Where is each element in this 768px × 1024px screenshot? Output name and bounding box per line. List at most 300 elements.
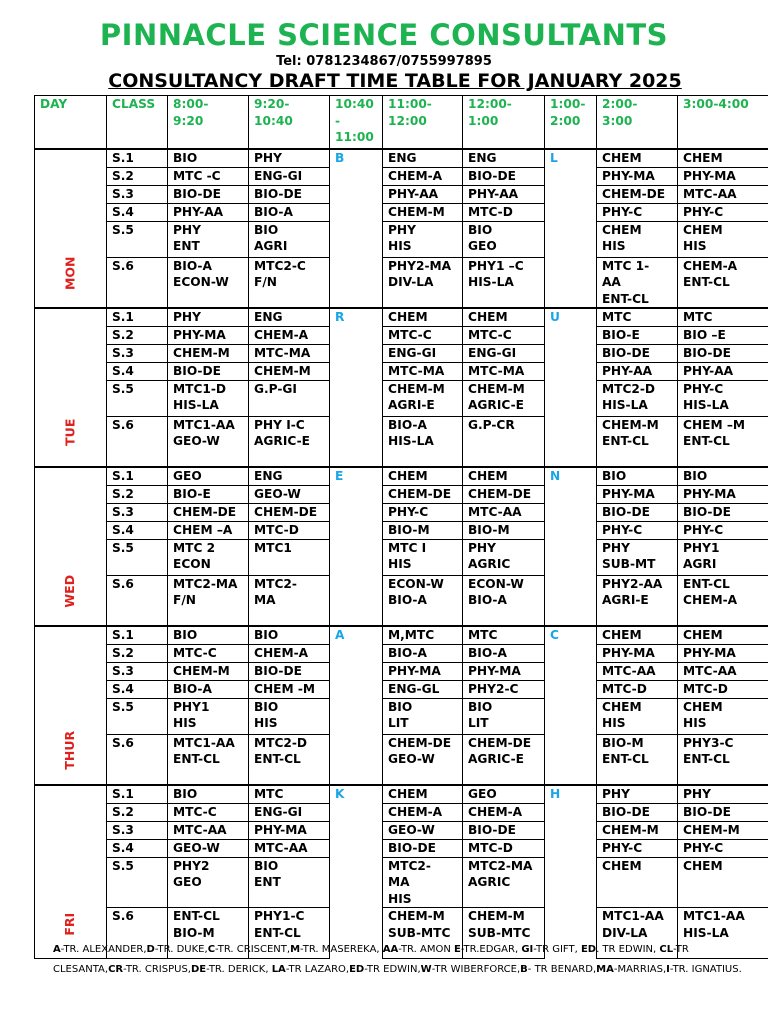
class-cell: S.6 (107, 416, 168, 467)
subject-cell: CHEM-A (249, 644, 330, 662)
subject-cell: MTC2-D ENT-CL (249, 734, 330, 785)
subject-cell: CHEM-M (249, 362, 330, 380)
subject-cell: BIO-DE (383, 839, 463, 857)
legend-code: A (53, 944, 61, 955)
legend-teacher: -TR. CRISPUS, (123, 964, 191, 975)
table-row (35, 521, 768, 539)
lunch-letter (545, 521, 597, 539)
break-letter (330, 680, 383, 698)
subject-cell: PHY-MA (678, 485, 768, 503)
legend-teacher: -TR. DUKE, (154, 944, 208, 955)
lunch-letter (545, 662, 597, 680)
subject-cell: BIO-A (168, 680, 249, 698)
break-letter (330, 698, 383, 734)
subject-cell: PHY-AA (383, 185, 463, 203)
subject-cell: PHY2-AA AGRI-E (597, 575, 678, 626)
column-header: 9:20- 10:40 (249, 96, 330, 150)
subject-cell: MTC-D (678, 680, 768, 698)
class-cell: S.3 (107, 344, 168, 362)
class-cell: S.3 (107, 503, 168, 521)
legend-teacher: -MARRIAS, (613, 964, 667, 975)
subject-cell: MTC 1- AA ENT-CL (597, 257, 678, 308)
subject-cell: MTC-MA (383, 362, 463, 380)
class-cell: S.3 (107, 662, 168, 680)
lunch-letter (545, 221, 597, 257)
subject-cell: CHEM HIS (597, 221, 678, 257)
subject-cell: MTC2-MA AGRIC (463, 857, 545, 908)
table-row (35, 380, 768, 416)
subject-cell: CHEM-M (168, 662, 249, 680)
subject-cell: ENG-GI (383, 344, 463, 362)
subject-cell: MTC-AA (168, 821, 249, 839)
class-cell: S.6 (107, 257, 168, 308)
subject-cell: BIO-DE (678, 503, 768, 521)
subject-cell: MTC1-AA HIS-LA (678, 908, 768, 959)
lunch-letter (545, 698, 597, 734)
subject-cell: CHEM (597, 149, 678, 167)
subject-cell: PHY-MA (463, 662, 545, 680)
break-letter (330, 344, 383, 362)
table-row (35, 167, 768, 185)
table-row (35, 308, 768, 326)
subject-cell: MTC2-MA F/N (168, 575, 249, 626)
subject-cell: PHY-MA (383, 662, 463, 680)
subject-cell: PHY-C (383, 503, 463, 521)
lunch-letter (545, 167, 597, 185)
subject-cell: BIO (168, 785, 249, 803)
break-letter: A (330, 626, 383, 644)
break-letter (330, 521, 383, 539)
class-cell: S.3 (107, 185, 168, 203)
legend-teacher: -TR. AMON (398, 944, 454, 955)
table-row (35, 221, 768, 257)
class-cell: S.4 (107, 521, 168, 539)
column-header: 1:00- 2:00 (545, 96, 597, 150)
break-letter (330, 575, 383, 626)
legend-teacher: -TR. ALEXANDER, (60, 944, 147, 955)
legend-teacher: -TR. DERICK, (206, 964, 272, 975)
subject-cell: CHEM-M (597, 821, 678, 839)
lunch-letter (545, 203, 597, 221)
subject-cell: PHY-C (678, 839, 768, 857)
subject-cell: GEO (168, 467, 249, 485)
subject-cell: CHEM-M (168, 344, 249, 362)
subject-cell: BIO (168, 626, 249, 644)
break-letter (330, 485, 383, 503)
table-row (35, 344, 768, 362)
subject-cell: BIO (597, 467, 678, 485)
class-cell: S.3 (107, 821, 168, 839)
table-row (35, 821, 768, 839)
lunch-letter (545, 416, 597, 467)
legend-teacher: . TR EDWIN, (596, 944, 660, 955)
subject-cell: PHY HIS (383, 221, 463, 257)
class-cell: S.1 (107, 785, 168, 803)
class-cell: S.5 (107, 221, 168, 257)
legend-teacher: -TR. CRISCENT, (215, 944, 291, 955)
table-row (35, 839, 768, 857)
subject-cell: BIO-DE (597, 803, 678, 821)
subject-cell: CHEM-DE (463, 485, 545, 503)
break-letter (330, 839, 383, 857)
subject-cell: MTC1-AA ENT-CL (168, 734, 249, 785)
subject-cell: MTC1-AA GEO-W (168, 416, 249, 467)
lunch-letter (545, 575, 597, 626)
class-cell: S.5 (107, 539, 168, 575)
subject-cell: MTC-C (383, 326, 463, 344)
legend-code: M (290, 944, 301, 955)
legend-teacher: -TR LAZARO, (285, 964, 350, 975)
subject-cell: BIO (249, 626, 330, 644)
subject-cell: CHEM-M (678, 821, 768, 839)
subject-cell: G.P-GI (249, 380, 330, 416)
subject-cell: PHY (597, 785, 678, 803)
table-row (35, 662, 768, 680)
subject-cell: CHEM –A (168, 521, 249, 539)
column-header: CLASS (107, 96, 168, 150)
break-letter: E (330, 467, 383, 485)
lunch-letter (545, 485, 597, 503)
lunch-letter: C (545, 626, 597, 644)
class-cell: S.1 (107, 467, 168, 485)
break-letter (330, 857, 383, 908)
table-row (35, 503, 768, 521)
subject-cell: BIO-DE (463, 167, 545, 185)
subject-cell: MTC I HIS (383, 539, 463, 575)
subject-cell: CHEM-A (249, 326, 330, 344)
table-row (35, 539, 768, 575)
class-cell: S.2 (107, 644, 168, 662)
telephone-line: Tel: 0781234867/0755997895 (276, 54, 492, 69)
legend-code: CR (108, 964, 124, 975)
subject-cell: ENG (383, 149, 463, 167)
subject-cell: G.P-CR (463, 416, 545, 467)
break-letter: B (330, 149, 383, 167)
legend-code: D (146, 944, 155, 955)
subject-cell: BIO AGRI (249, 221, 330, 257)
table-row (35, 734, 768, 785)
subject-cell: PHY-MA (678, 644, 768, 662)
subject-cell: MTC-C (168, 644, 249, 662)
lunch-letter (545, 644, 597, 662)
subject-cell: CHEM-DE (383, 485, 463, 503)
subject-cell: CHEM (597, 626, 678, 644)
class-cell: S.6 (107, 908, 168, 959)
subject-cell: CHEM HIS (678, 221, 768, 257)
legend-code: CL (659, 944, 674, 955)
subject-cell: BIO (168, 149, 249, 167)
subject-cell: CHEM (463, 467, 545, 485)
subject-cell: CHEM HIS (678, 698, 768, 734)
column-header: 10:40 - 11:00 (330, 96, 383, 150)
table-row (35, 485, 768, 503)
subject-cell: BIO-DE (678, 344, 768, 362)
subject-cell: PHY-C HIS-LA (678, 380, 768, 416)
subject-cell: BIO-DE (249, 185, 330, 203)
lunch-letter (545, 503, 597, 521)
break-letter (330, 644, 383, 662)
company-name: PINNACLE SCIENCE CONSULTANTS (99, 18, 669, 52)
legend-teacher: -TR CLESANTA, (53, 944, 689, 975)
break-letter (330, 362, 383, 380)
table-row (35, 680, 768, 698)
legend-code: MA (596, 964, 614, 975)
subject-cell: CHEM (383, 308, 463, 326)
break-letter (330, 185, 383, 203)
legend-code: AA (382, 944, 399, 955)
subject-cell: BIO-M ENT-CL (597, 734, 678, 785)
subject-cell: GEO-W (249, 485, 330, 503)
legend-code: GI (521, 944, 534, 955)
table-row (35, 326, 768, 344)
subject-cell: PHY-C (597, 521, 678, 539)
day-label: MON (35, 149, 107, 308)
subject-cell: CHEM-M ENT-CL (597, 416, 678, 467)
legend-code: ED (580, 944, 597, 955)
subject-cell: CHEM –M ENT-CL (678, 416, 768, 467)
subject-cell: PHY-C (678, 521, 768, 539)
subject-cell: GEO-W (383, 821, 463, 839)
subject-cell: ENG (463, 149, 545, 167)
subject-cell: MTC1-D HIS-LA (168, 380, 249, 416)
subject-cell: CHEM (463, 308, 545, 326)
subject-cell: MTC-AA (249, 839, 330, 857)
subject-cell: CHEM-M AGRI-E (383, 380, 463, 416)
lunch-letter: U (545, 308, 597, 326)
break-letter (330, 380, 383, 416)
subject-cell: CHEM-DE (249, 503, 330, 521)
subject-cell: CHEM-DE (168, 503, 249, 521)
teacher-legend (53, 940, 753, 980)
subject-cell: PHY-C (597, 839, 678, 857)
break-letter (330, 167, 383, 185)
subject-cell: MTC-D (463, 203, 545, 221)
subject-cell: MTC-AA (678, 185, 768, 203)
subject-cell: PHY2 GEO (168, 857, 249, 908)
table-row (35, 149, 768, 167)
lunch-letter (545, 839, 597, 857)
subject-cell: MTC (597, 308, 678, 326)
legend-code: B (520, 964, 528, 975)
break-letter (330, 203, 383, 221)
column-header: 3:00-4:00 (678, 96, 768, 150)
break-letter (330, 803, 383, 821)
legend-code: DE (190, 964, 207, 975)
legend-teacher: - TR BENARD, (527, 964, 597, 975)
subject-cell: CHEM -M (249, 680, 330, 698)
lunch-letter (545, 680, 597, 698)
subject-cell: PHY-MA (597, 644, 678, 662)
subject-cell: PHY-MA (678, 167, 768, 185)
subject-cell: CHEM-DE AGRIC-E (463, 734, 545, 785)
subject-cell: BIO-A HIS-LA (383, 416, 463, 467)
subject-cell: PHY-MA (597, 167, 678, 185)
column-header: 11:00- 12:00 (383, 96, 463, 150)
subject-cell: CHEM-M SUB-MTC (383, 908, 463, 959)
day-label: FRI (35, 785, 107, 959)
subject-cell: MTC-AA (678, 662, 768, 680)
subject-cell: MTC-D (463, 839, 545, 857)
subject-cell: CHEM-A (463, 803, 545, 821)
lunch-letter (545, 821, 597, 839)
class-cell: S.1 (107, 308, 168, 326)
class-cell: S.6 (107, 734, 168, 785)
table-row (35, 362, 768, 380)
class-cell: S.4 (107, 362, 168, 380)
class-cell: S.2 (107, 167, 168, 185)
subject-cell: BIO-DE (597, 344, 678, 362)
subject-cell: CHEM-DE GEO-W (383, 734, 463, 785)
subject-cell: BIO (678, 467, 768, 485)
subject-cell: PHY1 HIS (168, 698, 249, 734)
subject-cell: MTC-AA (463, 503, 545, 521)
subject-cell: ENG-GI (249, 803, 330, 821)
subject-cell: CHEM (678, 857, 768, 908)
subject-cell: MTC 2 ECON (168, 539, 249, 575)
lunch-letter: N (545, 467, 597, 485)
lunch-letter (545, 734, 597, 785)
subject-cell: BIO-M (383, 521, 463, 539)
lunch-letter (545, 380, 597, 416)
lunch-letter (545, 185, 597, 203)
lunch-letter: H (545, 785, 597, 803)
break-letter (330, 503, 383, 521)
subject-cell: BIO-E (597, 326, 678, 344)
subject-cell: PHY ENT (168, 221, 249, 257)
subject-cell: CHEM HIS (597, 698, 678, 734)
class-cell: S.1 (107, 149, 168, 167)
table-row (35, 785, 768, 803)
subject-cell: PHY-MA (249, 821, 330, 839)
subject-cell: CHEM-M SUB-MTC (463, 908, 545, 959)
legend-code: W (420, 964, 432, 975)
subject-cell: MTC-MA (463, 362, 545, 380)
subject-cell: BIO-A (463, 644, 545, 662)
class-cell: S.6 (107, 575, 168, 626)
subject-cell: PHY SUB-MT (597, 539, 678, 575)
subject-cell: CHEM-A ENT-CL (678, 257, 768, 308)
subject-cell: MTC-AA (597, 662, 678, 680)
timetable-title: CONSULTANCY DRAFT TIME TABLE FOR JANUARY 2025 (108, 70, 682, 92)
subject-cell: PHY-MA (168, 326, 249, 344)
subject-cell: BIO HIS (249, 698, 330, 734)
break-letter (330, 539, 383, 575)
break-letter (330, 662, 383, 680)
legend-teacher: -TR GIFT, (533, 944, 581, 955)
subject-cell: CHEM (678, 149, 768, 167)
subject-cell: PHY-MA (597, 485, 678, 503)
subject-cell: CHEM-DE (597, 185, 678, 203)
legend-code: ED (349, 964, 365, 975)
subject-cell: PHY3-C ENT-CL (678, 734, 768, 785)
subject-cell: MTC-D (597, 680, 678, 698)
table-row (35, 416, 768, 467)
lunch-letter (545, 344, 597, 362)
legend-teacher: -TR EDWIN, (364, 964, 421, 975)
subject-cell: MTC-C (168, 803, 249, 821)
subject-cell: MTC (249, 785, 330, 803)
class-cell: S.4 (107, 680, 168, 698)
subject-cell: ENG (249, 308, 330, 326)
subject-cell: MTC2- MA HIS (383, 857, 463, 908)
subject-cell: BIO LIT (383, 698, 463, 734)
subject-cell: ECON-W BIO-A (463, 575, 545, 626)
subject-cell: BIO ENT (249, 857, 330, 908)
subject-cell: CHEM-A (383, 803, 463, 821)
table-row (35, 257, 768, 308)
subject-cell: BIO-M (463, 521, 545, 539)
break-letter: R (330, 308, 383, 326)
legend-teacher: -TR. MASEREKA, (300, 944, 383, 955)
subject-cell: ENT-CL BIO-M (168, 908, 249, 959)
table-row (35, 644, 768, 662)
column-header: DAY (35, 96, 107, 150)
lunch-letter (545, 539, 597, 575)
table-row (35, 467, 768, 485)
table-row (35, 185, 768, 203)
subject-cell: PHY-C (597, 203, 678, 221)
subject-cell: BIO-DE (168, 185, 249, 203)
subject-cell: MTC1-AA DIV-LA (597, 908, 678, 959)
subject-cell: BIO-DE (463, 821, 545, 839)
lunch-letter (545, 326, 597, 344)
class-cell: S.5 (107, 857, 168, 908)
subject-cell: CHEM (597, 857, 678, 908)
legend-teacher: -TR.EDGAR, (460, 944, 522, 955)
subject-cell: GEO-W (168, 839, 249, 857)
lunch-letter: L (545, 149, 597, 167)
break-letter: K (330, 785, 383, 803)
subject-cell: BIO-DE (168, 362, 249, 380)
subject-cell: CHEM (678, 626, 768, 644)
subject-cell: ENG-GI (249, 167, 330, 185)
subject-cell: CHEM-M (383, 203, 463, 221)
break-letter (330, 257, 383, 308)
day-label: THUR (35, 626, 107, 785)
lunch-letter (545, 362, 597, 380)
table-row (35, 803, 768, 821)
subject-cell: PHY2-MA DIV-LA (383, 257, 463, 308)
column-header: 2:00- 3:00 (597, 96, 678, 150)
table-row (35, 626, 768, 644)
break-letter (330, 221, 383, 257)
subject-cell: PHY (678, 785, 768, 803)
day-label: TUE (35, 308, 107, 467)
subject-cell: MTC-D (249, 521, 330, 539)
subject-cell: PHY (249, 149, 330, 167)
lunch-letter (545, 803, 597, 821)
subject-cell: CHEM-A (383, 167, 463, 185)
subject-cell: BIO-A ECON-W (168, 257, 249, 308)
subject-cell: BIO-DE (597, 503, 678, 521)
class-cell: S.2 (107, 326, 168, 344)
subject-cell: GEO (463, 785, 545, 803)
subject-cell: PHY1 –C HIS-LA (463, 257, 545, 308)
column-header: 8:00- 9:20 (168, 96, 249, 150)
subject-cell: MTC (463, 626, 545, 644)
subject-cell: PHY-C (678, 203, 768, 221)
legend-teacher: -TR WIBERFORCE, (431, 964, 521, 975)
legend-code: I (666, 964, 670, 975)
subject-cell: MTC-MA (249, 344, 330, 362)
subject-cell: BIO-DE (678, 803, 768, 821)
lunch-letter (545, 257, 597, 308)
subject-cell: CHEM-M AGRIC-E (463, 380, 545, 416)
subject-cell: PHY (168, 308, 249, 326)
subject-cell: CHEM (383, 785, 463, 803)
table-row (35, 575, 768, 626)
subject-cell: BIO-A (249, 203, 330, 221)
